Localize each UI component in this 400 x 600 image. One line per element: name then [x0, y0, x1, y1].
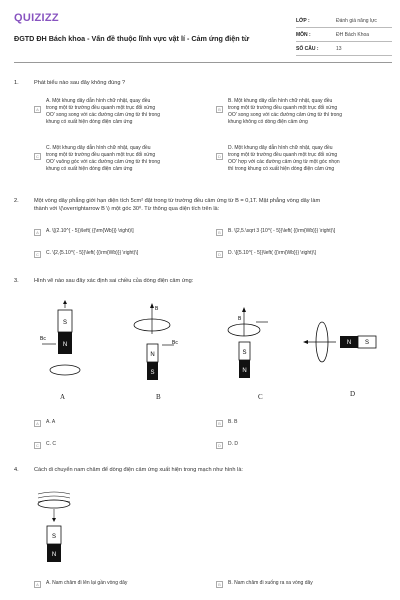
coil-loop — [50, 365, 80, 375]
header-divider — [14, 62, 392, 63]
south-label: S — [150, 370, 155, 376]
option-3b[interactable] — [216, 419, 237, 427]
figure-b-magnet-diagram — [122, 300, 188, 390]
meta-value: Đánh giá năng lực — [336, 17, 377, 24]
option-2c[interactable] — [34, 250, 138, 258]
option-1a[interactable] — [34, 98, 160, 126]
option-2b[interactable] — [216, 228, 335, 236]
option-text: A. Nam châm đi lên lại gần vòng dây — [46, 580, 128, 586]
option-text: C. \[2,{5.10^{ - 5}}\left( {{\rm{Wb}}} \right)\] — [46, 250, 139, 256]
question-2 — [14, 198, 392, 213]
meta-value: ĐH Bách Khoa — [336, 31, 370, 38]
figure-4-coil-magnet — [32, 490, 76, 572]
meta-value: 13 — [336, 45, 342, 52]
option-text: D. Một khung dây dẫn hình chữ nhật, quay đều trong một từ trường đều quanh một trục đối xứng OO' hợp với các đường cảm ứng từ một góc nhọn thì trong khung có xuất hiện dòng điện cảm ứng — [228, 145, 340, 172]
question-1 — [14, 80, 392, 88]
meta-row-subject — [296, 28, 392, 42]
option-text: C. C — [46, 441, 56, 447]
option-text: B. Nam châm đi xuống ra xa vòng dây — [228, 580, 313, 586]
question-number: 3. — [14, 278, 19, 284]
north-label: N — [51, 552, 57, 558]
arrow-head — [63, 300, 67, 304]
option-3c[interactable] — [34, 441, 56, 449]
option-2d[interactable] — [216, 250, 316, 258]
north-label: N — [242, 368, 247, 374]
option-1b[interactable] — [216, 98, 342, 126]
option-box[interactable]: A — [34, 106, 41, 113]
option-text: D. D — [228, 441, 238, 447]
option-box[interactable]: C — [34, 442, 41, 449]
figure-letter-b: B — [156, 393, 161, 401]
figure-letter-a: A — [60, 393, 66, 401]
south-label: S — [242, 350, 247, 356]
figure-c-magnet-diagram — [222, 300, 288, 390]
figure-d-magnet-diagram — [300, 312, 390, 372]
option-box[interactable]: B — [216, 420, 223, 427]
question-number: 4. — [14, 467, 19, 473]
option-text: C. Một khung dây dẫn hình chữ nhật, quay đều trong một từ trường đều quanh một trục đối xứng OO' vuông góc với các đường cảm ứng từ thì trong khung có xuất hiện dòng điện cảm ứng — [46, 145, 160, 172]
south-label: S — [51, 534, 57, 540]
south-label: S — [364, 340, 370, 346]
north-label: N — [150, 352, 155, 358]
option-box[interactable]: C — [34, 251, 41, 258]
option-1d[interactable] — [216, 145, 340, 173]
option-text: A. Một khung dây dẫn hình chữ nhật, quay đều trong một từ trường đều quanh một trục đối xứng OO' song song với các đường cảm ứng từ thì trong khung có xuất hiện dòng điện cảm ứng — [46, 98, 160, 125]
coil-turns — [38, 492, 70, 502]
figure-letter-d: D — [350, 390, 356, 398]
question-text: Phát biểu nào sau đây không đúng ? — [34, 80, 126, 86]
north-label: N — [62, 342, 68, 348]
option-3a[interactable] — [34, 419, 55, 427]
option-text: B. \[2,5.\sqrt 3 {10^{ - 5}}\left( {{\rm{Wb}}} \right)\] — [228, 228, 336, 234]
option-box[interactable]: D — [216, 251, 223, 258]
field-label: B — [155, 306, 159, 312]
figure-letter-c: C — [258, 393, 263, 401]
arrow-head — [52, 518, 56, 522]
question-4 — [14, 467, 392, 475]
option-4a[interactable] — [34, 580, 127, 588]
question-text: Một vòng dây phẳng giới hạn diện tích 5cm² đặt trong từ trường đều cảm ứng từ B = 0,1T. Mặt phẳng vòng dây làm thành với \(\overrightarrow B \) một góc 30⁰. Từ thông qua diện tích trên là: — [34, 198, 321, 212]
option-box[interactable]: B — [216, 581, 223, 588]
option-1c[interactable] — [34, 145, 160, 173]
option-2a[interactable] — [34, 228, 134, 236]
option-box[interactable]: A — [34, 581, 41, 588]
option-text: D. \[{5.10^{ - 5}}\left( {{\rm{Wb}}} \right)\] — [228, 250, 316, 256]
south-label: S — [62, 320, 68, 326]
question-text: Hình vẽ nào sau đây xác định sai chiều của dòng điện cảm ứng: — [34, 278, 194, 284]
meta-label: LỚP : — [296, 17, 310, 24]
field-label: B — [238, 316, 242, 322]
option-3d[interactable] — [216, 441, 238, 449]
figure-a-magnet-diagram — [34, 300, 94, 390]
question-number: 1. — [14, 80, 19, 86]
option-box[interactable]: C — [34, 153, 41, 160]
arrow-head — [242, 307, 246, 312]
coil-loop — [38, 500, 70, 508]
option-box[interactable]: A — [34, 420, 41, 427]
meta-row-count — [296, 42, 392, 56]
option-box[interactable]: A — [34, 229, 41, 236]
option-text: B. Một khung dây dẫn hình chữ nhật, quay đều trong một từ trường đều quanh một trục đối xứng OO' song song với các đường cảm ứng từ thì trong khung không có dòng điện cảm ứng — [228, 98, 342, 125]
quizizz-logo: QUIZIZZ — [14, 12, 59, 24]
arrow-head — [150, 303, 154, 308]
meta-label: MÔN : — [296, 31, 311, 38]
north-label: N — [346, 340, 352, 346]
option-text: A. \[(2.10^{ - 5})\left( {{\rm{Wb}}} \right)\] — [46, 228, 134, 234]
field-label: Bc — [40, 336, 46, 342]
page-title: ĐGTD ĐH Bách khoa - Vấn đề thuộc lĩnh vực vật lí - Cảm ứng điện từ — [14, 34, 250, 43]
question-text: Cách di chuyển nam châm để dòng điện cảm ứng xuất hiện trong mạch như hình là: — [34, 467, 243, 473]
meta-row-class — [296, 14, 392, 28]
meta-table — [296, 14, 392, 56]
arrow-head — [303, 340, 308, 344]
option-text: A. A — [46, 419, 56, 425]
option-box[interactable]: D — [216, 153, 223, 160]
option-box[interactable]: B — [216, 229, 223, 236]
question-3 — [14, 278, 392, 286]
field-label: Bc — [172, 340, 178, 346]
meta-label: SỐ CÂU : — [296, 45, 319, 52]
option-4b[interactable] — [216, 580, 313, 588]
option-text: B. B — [228, 419, 238, 425]
option-box[interactable]: D — [216, 442, 223, 449]
option-box[interactable]: B — [216, 106, 223, 113]
question-number: 2. — [14, 198, 19, 204]
